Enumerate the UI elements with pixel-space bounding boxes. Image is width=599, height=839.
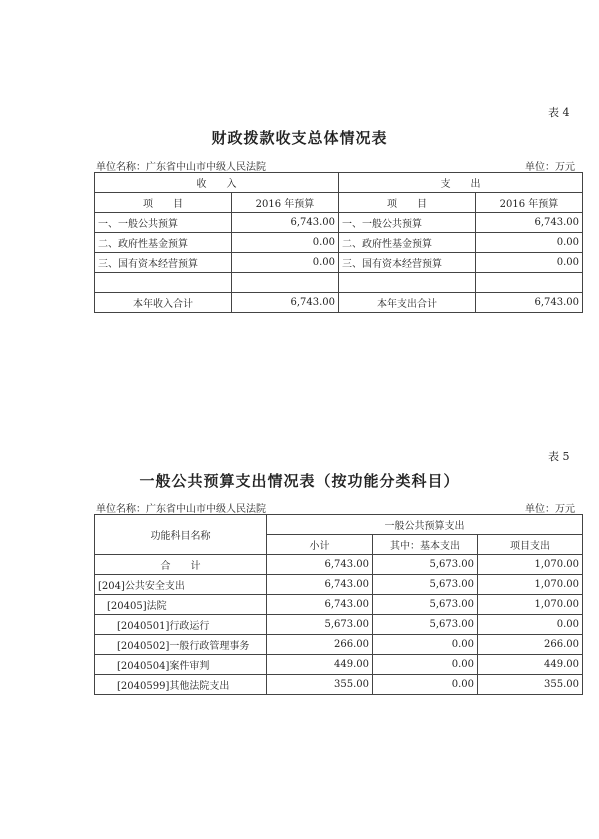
table4-unit: 单位：万元 [525,162,575,173]
table-row [95,615,583,635]
project-value: 1,070.00 [478,555,583,575]
expense-item: 一、一般公共预算 [339,213,476,233]
basic-value: 0.00 [373,655,478,675]
income-value: 6,743.00 [232,213,339,233]
expense-item: 三、国有资本经营预算 [339,253,476,273]
total-income-value: 6,743.00 [232,293,339,313]
income-value [232,273,339,293]
basic-value: 0.00 [373,675,478,695]
subtotal-value: 5,673.00 [267,615,373,635]
income-item-header: 项 目 [95,193,232,213]
basic-value: 5,673.00 [373,575,478,595]
subtotal-value: 266.00 [267,635,373,655]
table-row [95,655,583,675]
total-expense-label: 本年支出合计 [339,293,476,313]
subtotal-value: 6,743.00 [267,555,373,575]
expense-header: 支 出 [339,173,583,193]
function-name: [2040502]一般行政管理事务 [95,635,267,655]
subtotal-header: 小计 [267,535,373,555]
table-row [95,233,583,253]
income-value: 0.00 [232,253,339,273]
table4-tag: 表 4 [548,106,570,119]
basic-value: 5,673.00 [373,615,478,635]
project-value: 0.00 [478,615,583,635]
table5-title: 一般公共预算支出情况表（按功能分类科目） [139,472,460,490]
income-item [95,273,232,293]
table5-unit: 单位：万元 [525,504,575,515]
basic-value: 5,673.00 [373,595,478,615]
table-row [95,213,583,233]
table5-header-row [95,515,583,535]
table5-unit-name: 单位名称：广东省中山市中级人民法院 [96,504,266,515]
income-header: 收 入 [95,173,339,193]
table5 [94,514,583,695]
subtotal-value: 6,743.00 [267,595,373,615]
expense-value [476,273,583,293]
basic-value: 0.00 [373,635,478,655]
table-row [95,635,583,655]
table-row [95,675,583,695]
function-name: [2040501]行政运行 [95,615,267,635]
expense-item: 二、政府性基金预算 [339,233,476,253]
function-name: 合 计 [95,555,267,575]
expense-value: 6,743.00 [476,213,583,233]
table-row [95,555,583,575]
income-item: 一、一般公共预算 [95,213,232,233]
project-header: 项目支出 [478,535,583,555]
total-expense-value: 6,743.00 [476,293,583,313]
subtotal-value: 449.00 [267,655,373,675]
expense-value: 0.00 [476,253,583,273]
expense-budget-header: 2016 年预算 [476,193,583,213]
function-name: [2040504]案件审判 [95,655,267,675]
table4-title: 财政拨款收支总体情况表 [211,129,388,147]
table4-total-row [95,293,583,313]
income-value: 0.00 [232,233,339,253]
function-name: [20405]法院 [95,595,267,615]
table4-header-row [95,173,583,193]
project-value: 1,070.00 [478,595,583,615]
expense-item [339,273,476,293]
table-row [95,575,583,595]
basic-header: 其中：基本支出 [373,535,478,555]
income-item: 三、国有资本经营预算 [95,253,232,273]
table4-unit-name: 单位名称：广东省中山市中级人民法院 [96,162,266,173]
expense-item-header: 项 目 [339,193,476,213]
subtotal-value: 355.00 [267,675,373,695]
budget-group-header: 一般公共预算支出 [267,515,583,535]
function-name: [2040599]其他法院支出 [95,675,267,695]
project-value: 1,070.00 [478,575,583,595]
table5-tag: 表 5 [548,450,570,463]
total-income-label: 本年收入合计 [95,293,232,313]
table4-subheader-row [95,193,583,213]
table-row [95,253,583,273]
table4 [94,172,583,313]
function-name: [204]公共安全支出 [95,575,267,595]
basic-value: 5,673.00 [373,555,478,575]
project-value: 449.00 [478,655,583,675]
income-item: 二、政府性基金预算 [95,233,232,253]
expense-value: 0.00 [476,233,583,253]
function-name-header: 功能科目名称 [95,515,267,555]
project-value: 355.00 [478,675,583,695]
subtotal-value: 6,743.00 [267,575,373,595]
income-budget-header: 2016 年预算 [232,193,339,213]
project-value: 266.00 [478,635,583,655]
table-row [95,595,583,615]
table-row [95,273,583,293]
